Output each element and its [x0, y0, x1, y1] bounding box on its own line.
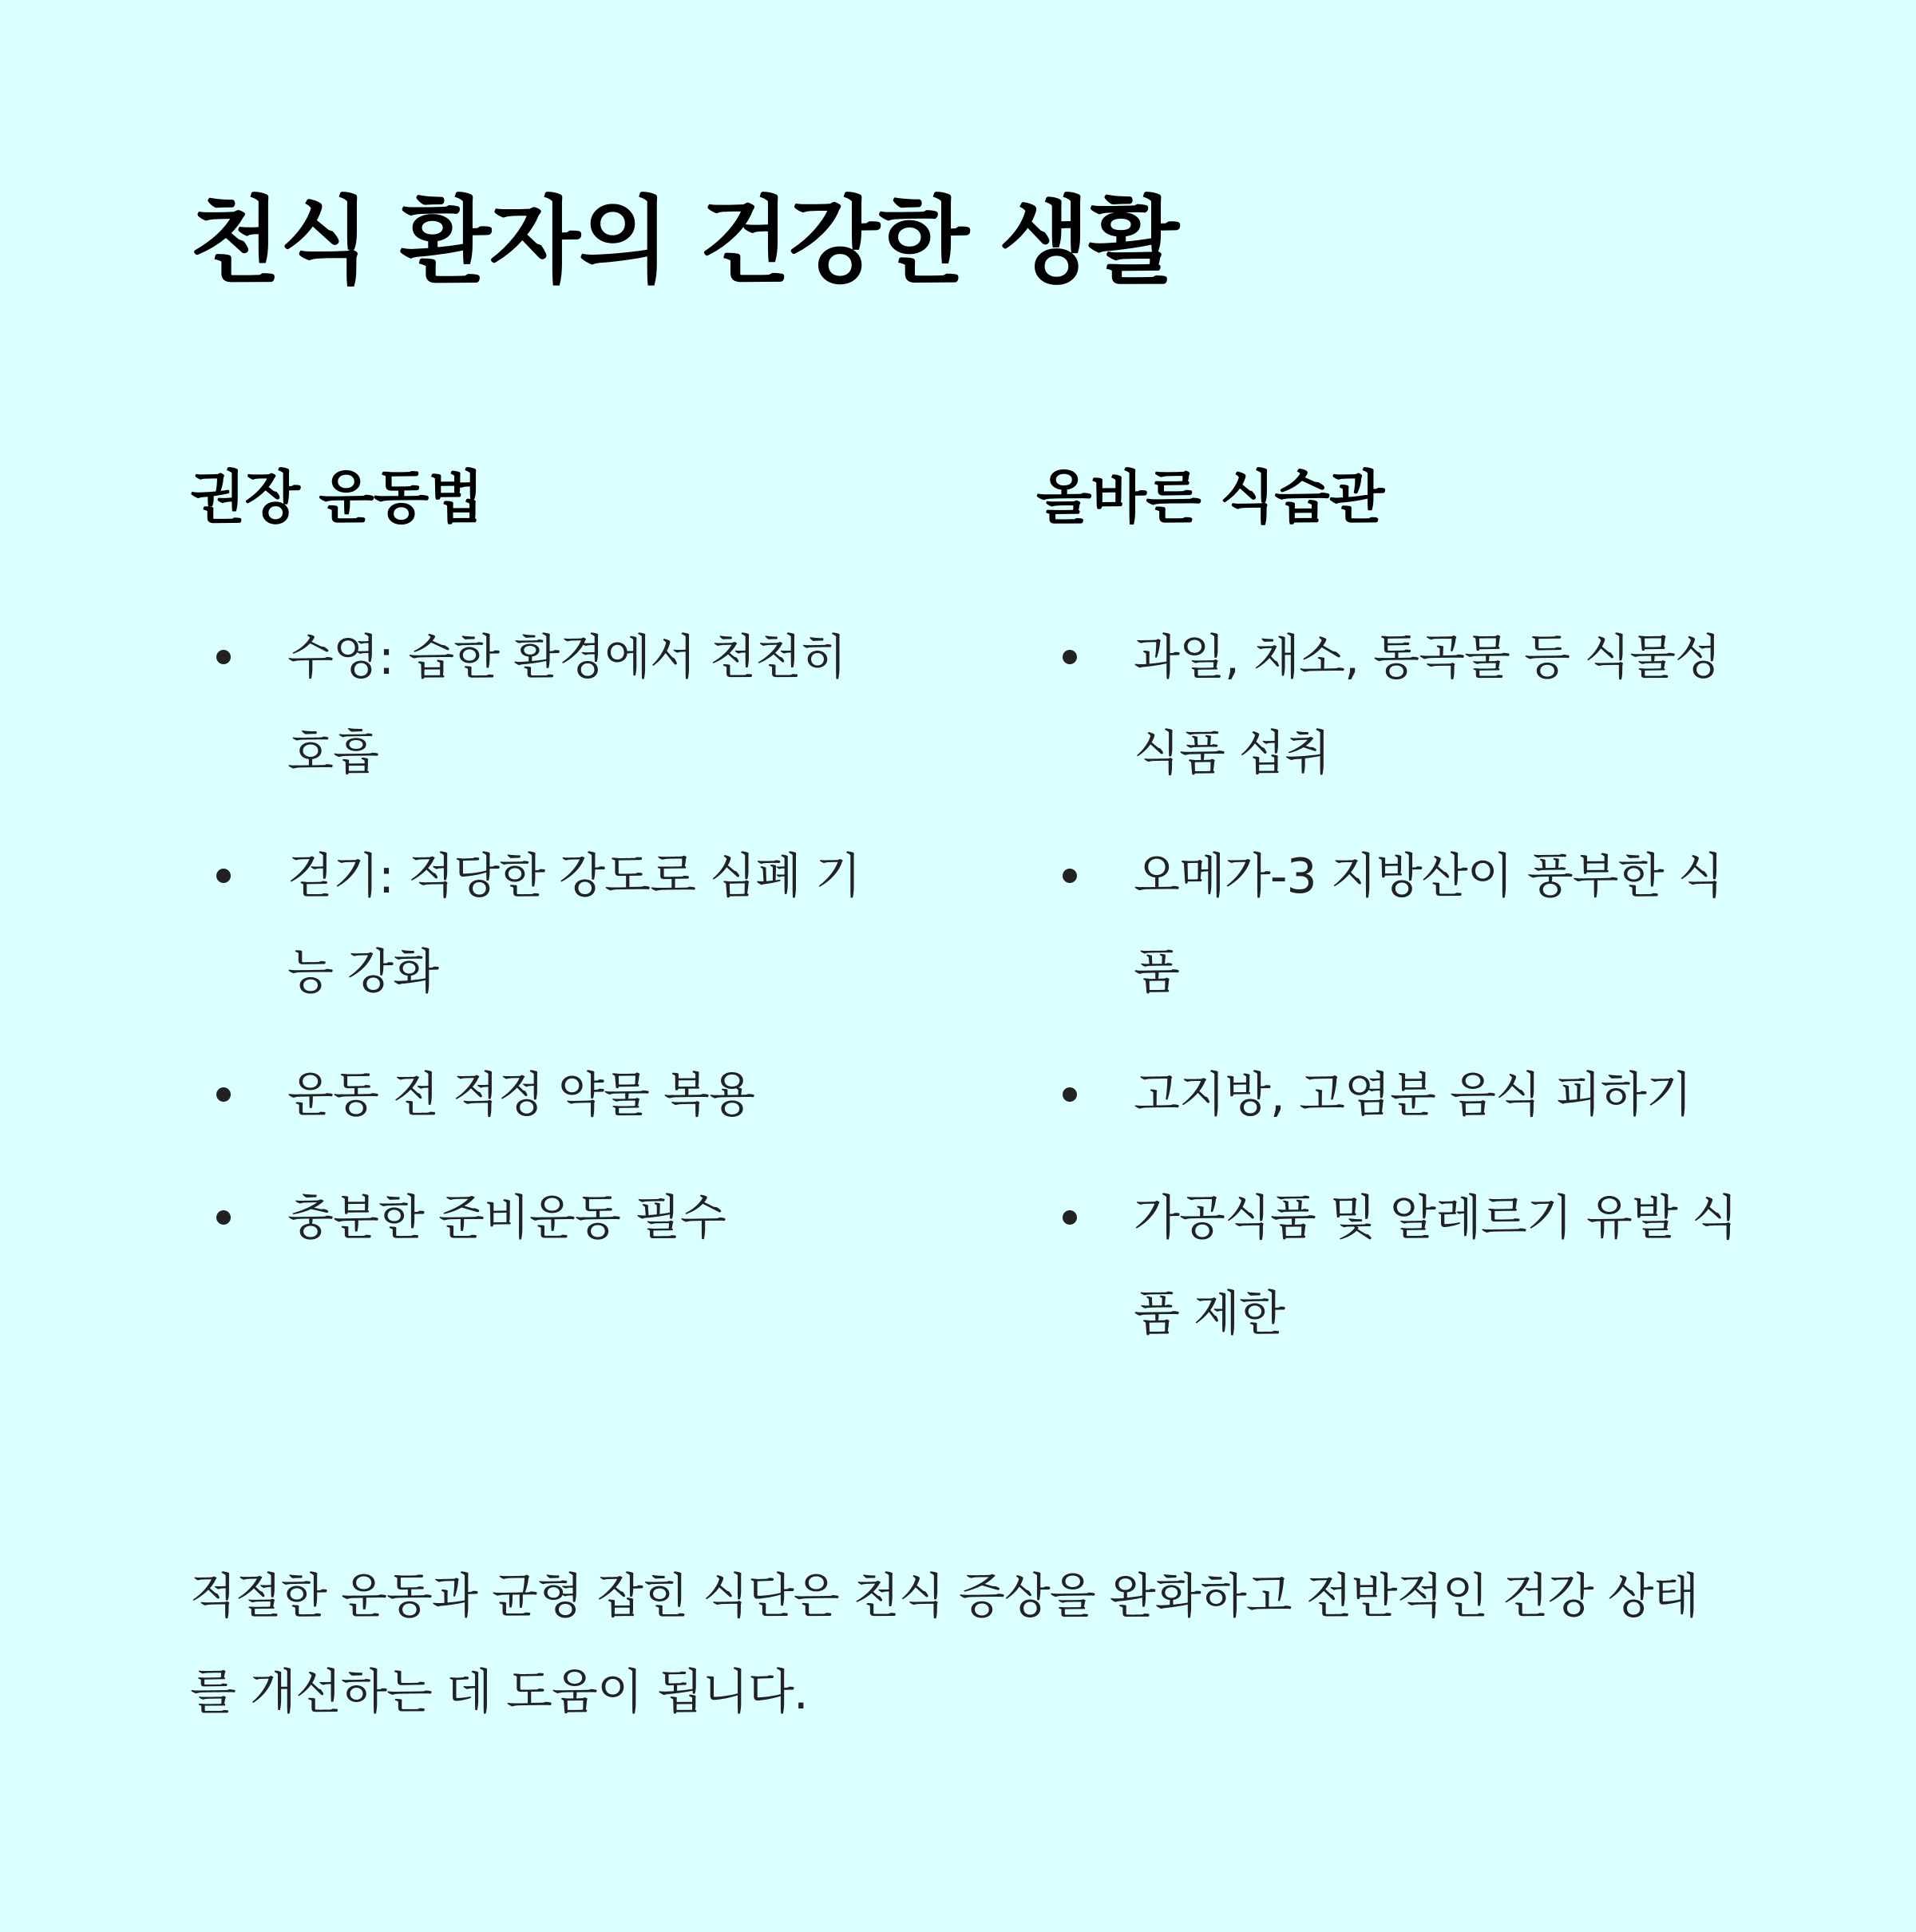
list-item-text: 가공식품 및 알레르기 유발 식품 제한 [1134, 1190, 1737, 1343]
bullet-icon [1063, 1210, 1077, 1225]
list-item [190, 1047, 877, 1143]
list-item-text: 걷기: 적당한 강도로 심폐 기능 강화 [287, 849, 861, 1001]
list-item-text: 충분한 준비운동 필수 [287, 1190, 726, 1247]
bullet-icon [216, 1210, 231, 1225]
list-item [1036, 610, 1755, 802]
list-item-text: 과일, 채소, 통곡물 등 식물성 식품 섭취 [1134, 630, 1720, 782]
bullet-icon [1063, 1087, 1077, 1102]
bullet-icon [216, 1087, 231, 1102]
list-item-text: 오메가-3 지방산이 풍부한 식품 [1134, 849, 1724, 1001]
bullet-icon [1063, 650, 1077, 664]
summary-paragraph: 적절한 운동과 균형 잡힌 식단은 천식 증상을 완화하고 전반적인 건강 상태를 개선하는 데 도움이 됩니다. [190, 1569, 1699, 1720]
list-item-text: 고지방, 고염분 음식 피하기 [1134, 1067, 1692, 1124]
diet-list [1036, 610, 1755, 1362]
exercise-section-heading: 권장 운동법 [190, 464, 483, 531]
diet-section [1036, 463, 1755, 1389]
exercise-section [190, 463, 877, 1293]
bullet-icon [216, 869, 231, 883]
bullet-icon [1063, 869, 1077, 883]
exercise-list [190, 610, 877, 1266]
list-item [190, 1170, 877, 1266]
list-item [1036, 829, 1755, 1020]
list-item [190, 610, 877, 802]
diet-section-heading: 올바른 식습관 [1036, 464, 1384, 531]
list-item-text: 수영: 습한 환경에서 천천히 호흡 [287, 630, 846, 782]
list-item [1036, 1047, 1755, 1143]
page-title: 천식 환자의 건강한 생활 [190, 186, 1178, 296]
bullet-icon [216, 650, 231, 664]
list-item [1036, 1170, 1755, 1362]
list-item-text: 운동 전 적정 약물 복용 [287, 1067, 754, 1124]
list-item [190, 829, 877, 1020]
